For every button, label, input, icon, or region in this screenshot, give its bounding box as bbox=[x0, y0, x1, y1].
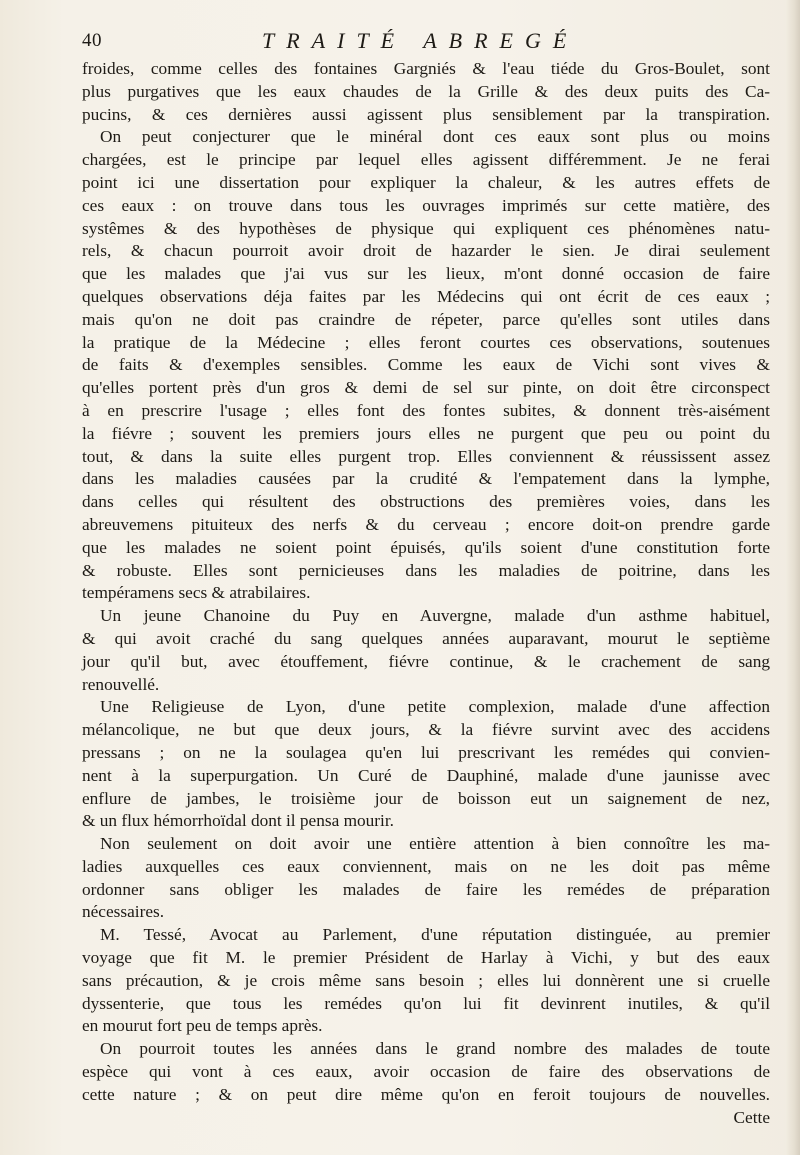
text-line: Une Religieuse de Lyon, d'une petite complexion, malade d'une affection bbox=[100, 697, 770, 717]
text-line: & robuste. Elles sont pernicieuses dans les maladies de poitrine, dans les bbox=[82, 560, 770, 580]
text-line: voyage que fit M. le premier Président de Harlay à Vichi, y but des eaux bbox=[82, 948, 770, 968]
text-line: rels, & chacun pourroit avoir droit de hazarder le sien. Je dirai seulement bbox=[82, 241, 770, 261]
text-line: plus purgatives que les eaux chaudes de la Grille & des deux puits des Ca- bbox=[82, 81, 770, 101]
text-line: de faits & d'exemples sensibles. Comme les eaux de Vichi sont vives & bbox=[82, 355, 770, 375]
page-number: 40 bbox=[82, 30, 102, 51]
text-line: espèce qui vont à ces eaux, avoir occasion de faire des observations de bbox=[82, 1062, 770, 1082]
text-line: pressans ; on ne la soulagea qu'en lui prescrivant les remédes qui convien- bbox=[82, 742, 770, 762]
text-line: la pratique de la Médecine ; elles feront courtes ces observations, soutenues bbox=[82, 332, 770, 352]
text-line: ordonner sans obliger les malades de faire les remédes de préparation bbox=[82, 879, 770, 899]
text-line: sans précaution, & je crois même sans besoin ; elles lui donnèrent une si cruelle bbox=[82, 970, 770, 990]
text-line: renouvellé. bbox=[82, 674, 160, 694]
text-line: ces eaux : on trouve dans tous les ouvrages imprimés sur cette matière, des bbox=[82, 195, 770, 215]
text-line: nécessaires. bbox=[82, 902, 165, 922]
text-line: & un flux hémorrhoïdal dont il pensa mourir. bbox=[82, 811, 394, 831]
text-line: & qui avoit craché du sang quelques années auparavant, mourut le septième bbox=[82, 628, 770, 648]
text-line: que les malades ne soient point épuisés, qu'ils soient d'une constitution forte bbox=[82, 537, 770, 557]
text-line: pucins, & ces dernières aussi agissent plus sensiblement par la transpiration. bbox=[82, 104, 770, 124]
text-line: en mourut fort peu de temps après. bbox=[82, 1016, 323, 1036]
text-line: chargées, est le principe par lequel elles agissent différemment. Je ne ferai bbox=[82, 150, 770, 170]
text-line: tempéramens secs & atrabilaires. bbox=[82, 583, 311, 603]
text-line: On peut conjecturer que le minéral dont ces eaux sont plus ou moins bbox=[100, 127, 770, 147]
text-line: abreuvemens pituiteux des nerfs & du cerveau ; encore doit-on prendre garde bbox=[82, 514, 770, 534]
running-title: TRAITÉ ABREGÉ bbox=[262, 28, 579, 53]
page-edge-shadow bbox=[786, 0, 800, 1155]
text-line: la fiévre ; souvent les premiers jours elles ne purgent que peu ou point du bbox=[82, 423, 770, 443]
page-header bbox=[82, 30, 770, 56]
text-line: jour qu'il but, avec étouffement, fiévre continue, & le crachement de sang bbox=[82, 651, 770, 671]
text-line: Un jeune Chanoine du Puy en Auvergne, malade d'un asthme habituel, bbox=[100, 606, 770, 626]
text-line: dyssenterie, que tous les remédes qu'on lui fit devinrent inutiles, & qu'il bbox=[82, 993, 770, 1013]
text-line: ladies auxquelles ces eaux conviennent, mais on ne les doit pas même bbox=[82, 856, 770, 876]
text-line: enflure de jambes, le troisième jour de boisson eut un saignement de nez, bbox=[82, 788, 770, 808]
text-line: point ici une dissertation pour expliquer la chaleur, & les autres effets de bbox=[82, 172, 770, 192]
text-line: que les malades que j'ai vus sur les lieux, m'ont donné occasion de faire bbox=[82, 264, 770, 284]
text-line: On pourroit toutes les années dans le grand nombre des malades de toute bbox=[100, 1039, 770, 1059]
text-line: mélancolique, ne but que deux jours, & la fiévre survint avec des accidens bbox=[82, 720, 770, 740]
text-line: tout, & dans la suite elles purgent trop. Elles conviennent & réussissent assez bbox=[82, 446, 770, 466]
text-line: qu'elles portent près d'un gros & demi de sel sur pinte, on doit être circonspect bbox=[82, 378, 770, 398]
text-line: Non seulement on doit avoir une entière attention à bien connoître les ma- bbox=[100, 834, 770, 854]
text-line: à en prescrire l'usage ; elles font des fontes subites, & donnent très-aisément bbox=[82, 400, 770, 420]
text-line: froides, comme celles des fontaines Gargniés & l'eau tiéde du Gros-Boulet, sont bbox=[82, 59, 770, 78]
text-line: cette nature ; & on peut dire même qu'on en feroit toujours de nouvelles. bbox=[82, 1084, 770, 1104]
body-text bbox=[82, 58, 770, 1129]
catchword: Cette bbox=[733, 1107, 770, 1127]
text-line: dans celles qui résultent des obstructions des premières voies, dans les bbox=[82, 492, 770, 512]
text-line: nent à la superpurgation. Un Curé de Dauphiné, malade d'une jaunisse avec bbox=[82, 765, 770, 785]
text-line: dans les maladies causées par la crudité & l'empatement dans la lymphe, bbox=[82, 469, 770, 489]
text-line: quelques observations déja faites par les Médecins qui ont écrit de ces eaux ; bbox=[82, 286, 770, 306]
text-line: M. Tessé, Avocat au Parlement, d'une réputation distinguée, au premier bbox=[100, 925, 770, 945]
text-line: mais qu'on ne doit pas craindre de répeter, parce qu'elles sont utiles dans bbox=[82, 309, 770, 329]
text-line: systêmes & des hypothèses de physique qui expliquent ces phénomènes natu- bbox=[82, 218, 770, 238]
